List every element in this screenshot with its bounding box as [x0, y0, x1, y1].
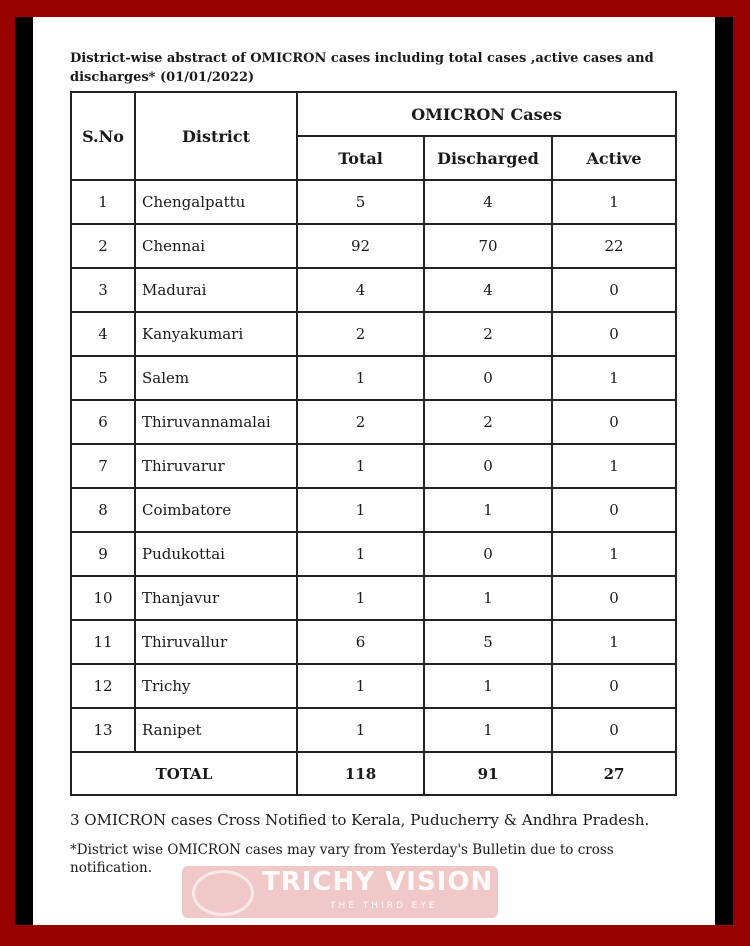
left-frame-strip [15, 17, 33, 925]
cell-discharged: 2 [424, 400, 552, 444]
cell-sno: 8 [71, 488, 135, 532]
table-row [71, 268, 676, 312]
header-discharged: Discharged [424, 136, 552, 180]
cell-district: Chengalpattu [135, 180, 297, 224]
table-row [71, 312, 676, 356]
table-row [71, 444, 676, 488]
cell-district: Chennai [135, 224, 297, 268]
total-active: 27 [552, 752, 676, 795]
cell-district: Thiruvarur [135, 444, 297, 488]
cell-sno: 2 [71, 224, 135, 268]
cell-discharged: 0 [424, 444, 552, 488]
table-row [71, 664, 676, 708]
cell-total: 2 [297, 312, 424, 356]
cell-active: 0 [552, 708, 676, 752]
cell-district: Salem [135, 356, 297, 400]
cell-district: Coimbatore [135, 488, 297, 532]
cell-sno: 12 [71, 664, 135, 708]
table-row [71, 180, 676, 224]
total-discharged: 91 [424, 752, 552, 795]
cell-total: 92 [297, 224, 424, 268]
header-omicron-cases: OMICRON Cases [297, 92, 676, 136]
cell-district: Kanyakumari [135, 312, 297, 356]
header-active: Active [552, 136, 676, 180]
cell-discharged: 70 [424, 224, 552, 268]
cell-sno: 5 [71, 356, 135, 400]
cell-active: 1 [552, 444, 676, 488]
total-row [71, 752, 676, 795]
table-row [71, 532, 676, 576]
cell-active: 0 [552, 312, 676, 356]
total-label: TOTAL [71, 752, 297, 795]
cell-discharged: 1 [424, 488, 552, 532]
footnote: *District wise OMICRON cases may vary from Yesterday's Bulletin due to cross notification. [70, 842, 614, 876]
cell-active: 1 [552, 356, 676, 400]
header-district: District [135, 92, 297, 180]
cell-discharged: 2 [424, 312, 552, 356]
cell-active: 0 [552, 400, 676, 444]
cell-discharged: 4 [424, 180, 552, 224]
cross-notified-note: 3 OMICRON cases Cross Notified to Kerala, Puducherry & Andhra Pradesh. [70, 811, 650, 829]
table-row [71, 224, 676, 268]
cell-sno: 9 [71, 532, 135, 576]
cell-total: 1 [297, 664, 424, 708]
eye-logo-icon [192, 870, 254, 916]
table-row [71, 488, 676, 532]
document-title: District-wise abstract of OMICRON cases including total cases ,active cases and discharges* (01/01/2022) [70, 51, 654, 85]
table-row [71, 356, 676, 400]
cell-district: Thanjavur [135, 576, 297, 620]
cell-active: 0 [552, 488, 676, 532]
cell-sno: 3 [71, 268, 135, 312]
cell-total: 1 [297, 576, 424, 620]
cell-sno: 10 [71, 576, 135, 620]
cell-active: 0 [552, 664, 676, 708]
cell-discharged: 1 [424, 664, 552, 708]
header-sno: S.No [71, 92, 135, 180]
omicron-table [70, 91, 677, 796]
cell-discharged: 1 [424, 576, 552, 620]
header-total: Total [297, 136, 424, 180]
cell-district: Thiruvannamalai [135, 400, 297, 444]
cell-sno: 7 [71, 444, 135, 488]
cell-active: 0 [552, 576, 676, 620]
document-page [33, 17, 715, 925]
cell-sno: 11 [71, 620, 135, 664]
total-total: 118 [297, 752, 424, 795]
table-row [71, 708, 676, 752]
cell-district: Thiruvallur [135, 620, 297, 664]
table-row [71, 576, 676, 620]
cell-discharged: 5 [424, 620, 552, 664]
cell-discharged: 0 [424, 356, 552, 400]
table-row [71, 620, 676, 664]
cell-district: Pudukottai [135, 532, 297, 576]
cell-sno: 13 [71, 708, 135, 752]
cell-active: 22 [552, 224, 676, 268]
cell-discharged: 4 [424, 268, 552, 312]
cell-active: 1 [552, 532, 676, 576]
cell-district: Madurai [135, 268, 297, 312]
cell-sno: 6 [71, 400, 135, 444]
cell-total: 5 [297, 180, 424, 224]
cell-total: 1 [297, 532, 424, 576]
cell-discharged: 1 [424, 708, 552, 752]
cell-active: 0 [552, 268, 676, 312]
watermark-brand: TRICHY VISION [262, 867, 494, 897]
cell-total: 1 [297, 708, 424, 752]
cell-total: 1 [297, 356, 424, 400]
cell-total: 1 [297, 488, 424, 532]
cell-total: 1 [297, 444, 424, 488]
right-frame-strip [715, 17, 733, 925]
cell-district: Trichy [135, 664, 297, 708]
cell-sno: 1 [71, 180, 135, 224]
cell-discharged: 0 [424, 532, 552, 576]
cell-active: 1 [552, 620, 676, 664]
cell-total: 6 [297, 620, 424, 664]
cell-sno: 4 [71, 312, 135, 356]
cell-district: Ranipet [135, 708, 297, 752]
cell-total: 2 [297, 400, 424, 444]
table-row [71, 400, 676, 444]
watermark-tagline: THE THIRD EYE [330, 901, 438, 911]
cell-total: 4 [297, 268, 424, 312]
cell-active: 1 [552, 180, 676, 224]
